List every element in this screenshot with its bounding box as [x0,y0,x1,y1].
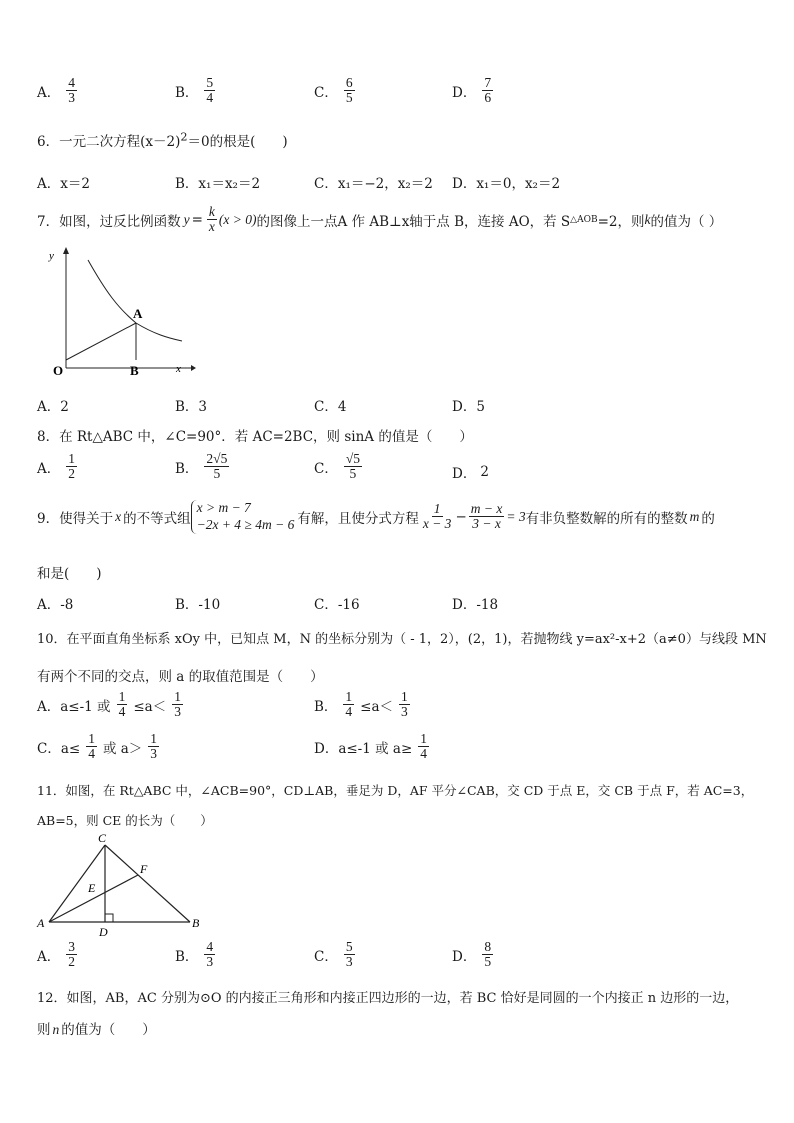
q11-line1: 11．如图，在 Rt△ABC 中，∠ACB=90°，CD⊥AB，垂足为 D，AF 平分∠CAB，交 CD 于点 E，交 CB 于点 F，若 AC=3， [37,783,754,798]
q10-option-d[interactable]: D．a≤-1 或 a≥ $\frac{1}{4}$ [314,731,428,762]
q10-line1: 10．在平面直角坐标系 xOy 中，已知点 M，N 的坐标分别为（ - 1，2），(2，1)，若抛物线 y=ax²-x+2（a≠0）与线段 MN [37,632,767,647]
q10-option-c[interactable]: C．a≤ $\frac{1}{4}$ 或 a＞ $\frac{1}{3}$ [37,731,158,762]
q5-option-c[interactable]: C． $\frac{6}{5}$ [314,75,353,106]
q6-option-d[interactable]: D．x₁＝0，x₂＝2 [452,176,561,192]
q8-option-c[interactable]: C． $\frac{√5}{5}$ [314,451,361,482]
fraction: $\frac{6}{5}$ [345,75,353,106]
fraction: $\frac{1}{4}$ [88,731,95,762]
q5-option-b[interactable]: B． $\frac{5}{4}$ [175,75,214,106]
y-axis-arrow [63,247,69,254]
fraction: $\frac{1}{3}$ [401,689,408,720]
q11-option-d[interactable]: D． $\frac{8}{5}$ [452,939,492,970]
x-axis-arrow [191,365,196,371]
q8-option-d[interactable]: D． 2 [452,464,489,482]
fraction: $\frac{√5}{5}$ [345,451,361,482]
q5-option-d[interactable]: D． $\frac{7}{6}$ [452,75,492,106]
q10-option-a[interactable]: A．a≤-1 或 $\frac{1}{4}$ ≤a＜ $\frac{1}{3}$ [37,689,181,720]
q6-option-c[interactable]: C．x₁＝−2，x₂＝2 [314,176,433,192]
fraction: $\frac{7}{6}$ [484,75,492,106]
point-c-label: C [98,831,107,845]
segment-cb [105,845,190,922]
q6-option-a[interactable]: A．x＝2 [37,176,90,192]
q7-figure [36,244,201,378]
q7-option-c[interactable]: C．4 [314,399,347,415]
fraction: $\frac{1}{3}$ [150,731,158,762]
fraction: $\frac{8}{5}$ [484,939,492,970]
point-a-label: A [133,306,143,321]
q8-option-a[interactable]: A． $\frac{1}{2}$ [37,451,75,482]
fraction: $\frac{1}{4}$ [420,731,428,762]
fraction: $\frac{k}{x}$ [208,204,215,235]
q12-line2: 则 n 的值为（ ） [37,1022,156,1038]
q9-option-b[interactable]: B．-10 [175,597,221,613]
y-label: y [49,250,54,262]
point-b-label: B [130,363,139,378]
point-d-label: D [99,925,108,938]
q8-stem: 8．在 Rt△ABC 中，∠C=90°．若 AC=2BC，则 sinA 的值是（ ） [37,429,473,445]
point-b-label: B [192,916,200,930]
q11-figure [34,830,209,938]
origin-label: O [53,363,64,378]
point-f-label: F [140,862,148,876]
q9-option-a[interactable]: A．-8 [37,597,74,613]
fraction: $\frac{4}{3}$ [68,75,75,106]
q12-line1: 12．如图，AB，AC 分别为⊙O 的内接正三角形和内接正四边形的一边，若 BC 恰好是同圆的一个内接正 n 边形的一边， [37,991,739,1006]
fraction: $\frac{m - x}{3 - x}$ [470,501,503,532]
fraction: $\frac{2√5}{5}$ [206,451,228,482]
q10-option-b[interactable]: B． $\frac{1}{4}$ ≤a＜ $\frac{1}{3}$ [314,689,408,720]
q5-option-a[interactable]: A． $\frac{4}{3}$ [37,75,75,106]
q9-line2: 和是( ) [37,566,102,582]
q8-option-b[interactable]: B． $\frac{2√5}{5}$ [175,451,228,482]
q11-option-a[interactable]: A． $\frac{3}{2}$ [37,939,75,970]
q7-option-b[interactable]: B．3 [175,399,208,415]
segment-ao [66,323,136,360]
q9-stem: 9．使得关于 x 的不等式组 x > m − 7 −2x + 4 ≥ 4m − 6 有解，且使分式方程 $\frac{1}{x - 3}$ − $\frac{m - x}{3 - x}$ = 3 有非负整数解的所有的整数 m 的 [37,500,715,532]
fraction: $\frac{1}{4}$ [345,689,353,720]
q9-option-c[interactable]: C．-16 [314,597,360,613]
inequality-system: x > m − 7 −2x + 4 ≥ 4m − 6 [191,500,295,534]
q7-option-a[interactable]: A．2 [37,399,69,415]
right-angle-mark [105,914,113,922]
fraction: $\frac{1}{4}$ [118,689,126,720]
fraction: $\frac{5}{3}$ [345,939,353,970]
hyperbola-curve [88,260,182,341]
fraction: $\frac{1}{x - 3}$ [422,501,452,532]
fraction: $\frac{4}{3}$ [206,939,214,970]
q6-option-b[interactable]: B．x₁＝x₂＝2 [175,176,261,192]
q10-line2: 有两个不同的交点，则 a 的取值范围是（ ） [37,669,324,685]
fraction: $\frac{1}{2}$ [68,451,75,482]
x-label: x [176,363,181,375]
point-a-label: A [37,916,45,930]
q11-option-c[interactable]: C． $\frac{5}{3}$ [314,939,353,970]
q11-option-b[interactable]: B． $\frac{4}{3}$ [175,939,214,970]
q7-stem: 7．如图，过反比例函数 y = $\frac{k}{x}$ (x > 0) 的图像上一点A 作 AB⊥x轴于点 B，连接 AO，若 S △AOB =2，则 k 的值为（ ） [37,204,723,235]
fraction: $\frac{1}{3}$ [174,689,181,720]
point-e-label: E [88,881,96,895]
fraction: $\frac{5}{4}$ [206,75,214,106]
segment-ac [49,845,105,922]
q9-option-d[interactable]: D．-18 [452,597,499,613]
fraction: $\frac{3}{2}$ [68,939,75,970]
q6-stem: 6．一元二次方程$(x-2)^2=0$的根是( ) [37,130,288,150]
q11-line2: AB=5，则 CE 的长为（ ） [37,813,213,828]
q7-option-d[interactable]: D．5 [452,399,485,415]
